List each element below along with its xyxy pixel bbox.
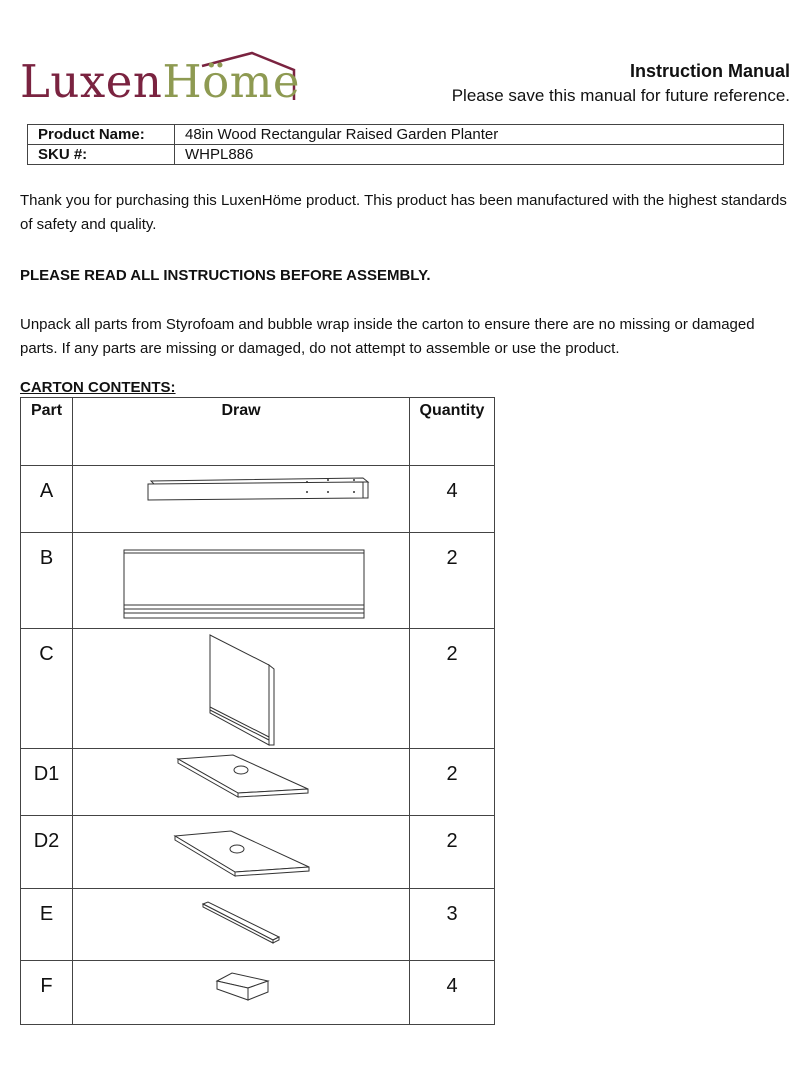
manual-subtitle: Please save this manual for future reference. xyxy=(451,86,790,105)
part-label: A xyxy=(21,466,73,533)
draw-column-header: Draw xyxy=(73,398,410,466)
quantity-value: 3 xyxy=(410,889,495,961)
brand-name-luxen: Luxen xyxy=(20,55,163,108)
part-drawing-cell xyxy=(73,629,410,749)
support-slat-drawing-icon xyxy=(73,889,410,961)
product-name-label: Product Name: xyxy=(28,125,175,145)
part-label: F xyxy=(21,961,73,1025)
quantity-value: 4 xyxy=(410,466,495,533)
quantity-value: 4 xyxy=(410,961,495,1025)
quantity-column-header: Quantity xyxy=(410,398,495,466)
end-panel-drawing-icon xyxy=(73,629,410,749)
assembly-warning: PLEASE READ ALL INSTRUCTIONS BEFORE ASSEMBLY. xyxy=(20,267,431,284)
wood-rail-drawing-icon xyxy=(73,466,410,533)
part-drawing-cell xyxy=(73,961,410,1025)
brand-name-home: Höme xyxy=(162,55,300,108)
unpack-paragraph: Unpack all parts from Styrofoam and bubble wrap inside the carton to ensure there are no missing or damaged parts. If any parts are missing or damaged, do not attempt to assemble or use the product. xyxy=(20,316,755,357)
brand-wordmark xyxy=(20,57,300,107)
sku-row xyxy=(28,145,784,165)
part-drawing-cell xyxy=(73,466,410,533)
table-row xyxy=(21,533,495,629)
table-row xyxy=(21,816,495,889)
product-name-row xyxy=(28,125,784,145)
part-label: D2 xyxy=(21,816,73,889)
bottom-board-hole-drawing-icon xyxy=(73,816,410,889)
table-row xyxy=(21,466,495,533)
table-row xyxy=(21,889,495,961)
part-drawing-cell xyxy=(73,749,410,816)
sku-label: SKU #: xyxy=(28,145,175,165)
carton-contents-heading: CARTON CONTENTS: xyxy=(20,379,176,396)
bottom-board-hole-drawing-icon xyxy=(73,749,410,816)
quantity-value: 2 xyxy=(410,533,495,629)
part-drawing-cell xyxy=(73,533,410,629)
wood-block-drawing-icon xyxy=(73,961,410,1025)
part-label: B xyxy=(21,533,73,629)
part-drawing-cell xyxy=(73,816,410,889)
sku-value: WHPL886 xyxy=(175,145,784,165)
table-row xyxy=(21,749,495,816)
table-header-row xyxy=(21,398,495,466)
brand-logo xyxy=(20,50,300,110)
carton-contents-table xyxy=(20,397,495,1025)
manual-title: Instruction Manual xyxy=(629,61,790,81)
intro-paragraph: Thank you for purchasing this LuxenHöme product. This product has been manufactured with the highest standards of safety and quality. xyxy=(20,192,787,233)
quantity-value: 2 xyxy=(410,629,495,749)
part-label: D1 xyxy=(21,749,73,816)
product-name-value: 48in Wood Rectangular Raised Garden Planter xyxy=(175,125,784,145)
part-label: C xyxy=(21,629,73,749)
part-column-header: Part xyxy=(21,398,73,466)
quantity-value: 2 xyxy=(410,816,495,889)
long-side-panel-drawing-icon xyxy=(73,533,410,629)
table-row xyxy=(21,629,495,749)
product-info-table xyxy=(27,124,784,165)
part-drawing-cell xyxy=(73,889,410,961)
quantity-value: 2 xyxy=(410,749,495,816)
table-row xyxy=(21,961,495,1025)
part-label: E xyxy=(21,889,73,961)
